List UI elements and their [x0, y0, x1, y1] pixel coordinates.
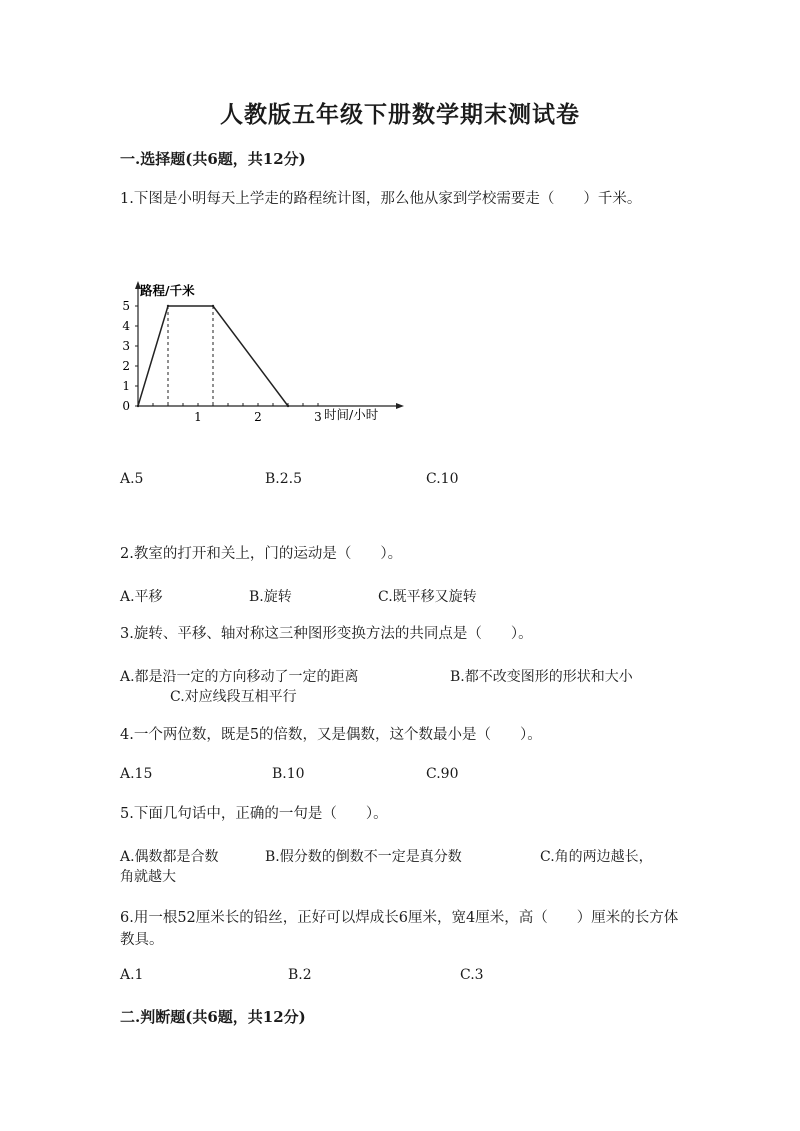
q5-option-a[interactable]: A.偶数都是合数 [120, 849, 219, 865]
q6-option-b[interactable]: B.2 [288, 967, 312, 983]
x-tick-label: 2 [254, 410, 262, 424]
q4-option-a[interactable]: A.15 [120, 766, 153, 782]
x-tick-label: 1 [194, 410, 202, 424]
distance-data-point [287, 405, 289, 407]
section-heading-judgement: 二.判断题(共6题，共12分) [120, 1008, 306, 1026]
question-5-text: 5.下面几句话中，正确的一句是（ ）。 [120, 806, 388, 822]
q2-option-a[interactable]: A.平移 [120, 589, 163, 605]
q4-option-c[interactable]: C.90 [426, 766, 459, 782]
question-4-text: 4.一个两位数，既是5的倍数，又是偶数，这个数最小是（ ）。 [120, 727, 542, 743]
distance-data-point [137, 405, 139, 407]
y-tick-label: 3 [122, 339, 130, 353]
q6-option-c[interactable]: C.3 [460, 967, 484, 983]
q5-option-b[interactable]: B.假分数的倒数不一定是真分数 [265, 849, 462, 865]
y-tick-label: 1 [122, 379, 130, 393]
x-axis-arrow [396, 403, 404, 409]
question-6-text: 6.用一根52厘米长的铅丝，正好可以焊成长6厘米，宽4厘米，高（ ）厘米的长方体教具。 [120, 910, 679, 948]
distance-time-chart [118, 278, 408, 428]
y-tick-label: 2 [122, 359, 130, 373]
q3-option-b[interactable]: B.都不改变图形的形状和大小 [450, 669, 633, 685]
q1-option-a[interactable]: A.5 [120, 471, 144, 487]
q5-option-c-continued[interactable]: 角就越大 [120, 869, 176, 885]
q3-option-c[interactable]: C.对应线段互相平行 [170, 689, 297, 705]
q1-option-c[interactable]: C.10 [426, 471, 459, 487]
q1-option-b[interactable]: B.2.5 [265, 471, 303, 487]
y-tick-label: 5 [122, 299, 130, 313]
x-axis-label: 时间/小时 [324, 407, 379, 422]
q3-option-a[interactable]: A.都是沿一定的方向移动了一定的距离 [120, 669, 359, 685]
q6-option-a[interactable]: A.1 [120, 967, 144, 983]
distance-data-point [212, 305, 214, 307]
distance-data-point [167, 305, 169, 307]
page-title: 人教版五年级下册数学期末测试卷 [220, 101, 580, 128]
q5-option-c[interactable]: C.角的两边越长， [540, 849, 653, 865]
y-axis-label: 路程/千米 [140, 283, 195, 298]
x-tick-label: 3 [314, 410, 322, 424]
question-2-text: 2.教室的打开和关上，门的运动是（ ）。 [120, 546, 403, 562]
question-1-text: 1.下图是小明每天上学走的路程统计图，那么他从家到学校需要走（ ）千米。 [120, 191, 642, 207]
y-tick-label: 0 [122, 399, 130, 413]
question-3-text: 3.旋转、平移、轴对称这三种图形变换方法的共同点是（ ）。 [120, 626, 533, 642]
q2-option-c[interactable]: C.既平移又旋转 [378, 589, 477, 605]
section-heading-choice: 一.选择题(共6题，共12分) [120, 150, 306, 168]
q2-option-b[interactable]: B.旋转 [249, 589, 292, 605]
q4-option-b[interactable]: B.10 [272, 766, 305, 782]
y-tick-label: 4 [122, 319, 130, 333]
